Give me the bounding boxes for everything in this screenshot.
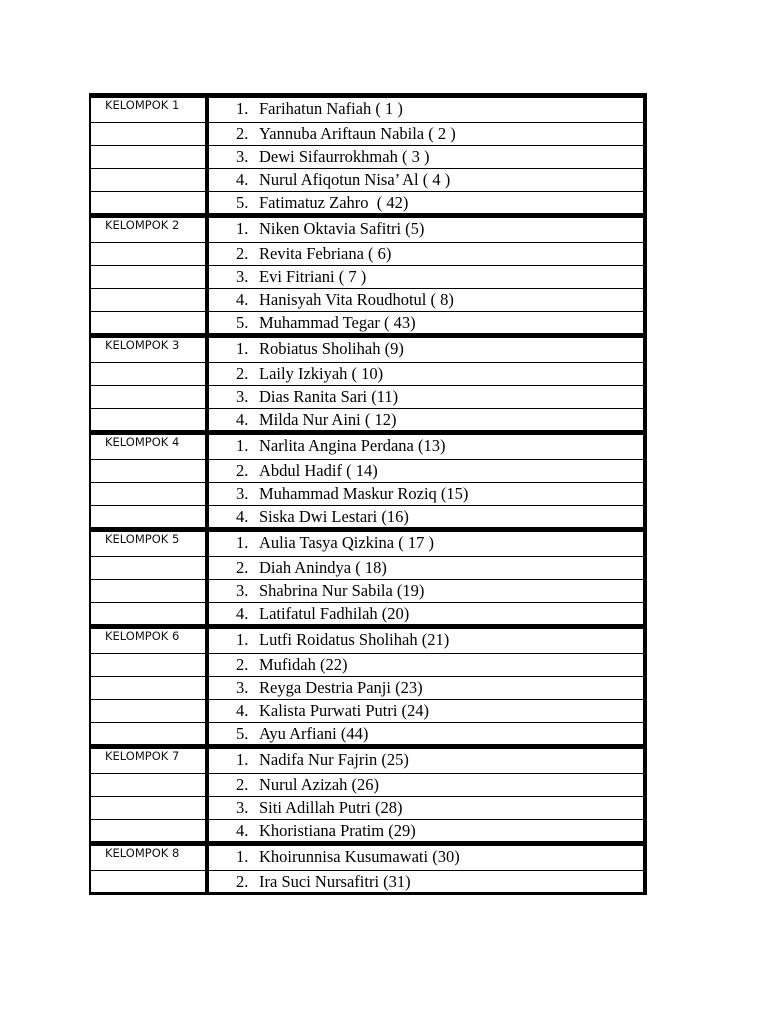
table-row bbox=[90, 627, 645, 654]
table-row bbox=[90, 409, 645, 433]
member-name: Laily Izkiyah ( 10) bbox=[259, 364, 384, 383]
table-row bbox=[90, 312, 645, 336]
member-cell bbox=[207, 603, 645, 627]
member-name: Dewi Sifaurrokhmah ( 3 ) bbox=[259, 147, 430, 166]
member-cell bbox=[207, 216, 645, 243]
member-number: 5. bbox=[236, 193, 249, 212]
member-cell bbox=[207, 433, 645, 460]
member-number: 1. bbox=[236, 339, 249, 358]
member-number: 1. bbox=[236, 99, 249, 118]
member-cell bbox=[207, 336, 645, 363]
member-entry bbox=[209, 723, 643, 744]
group-label-cell bbox=[90, 871, 207, 894]
table-row bbox=[90, 654, 645, 677]
table-row bbox=[90, 386, 645, 409]
member-name: Robiatus Sholihah (9) bbox=[259, 339, 404, 358]
table-row bbox=[90, 677, 645, 700]
member-entry bbox=[209, 557, 643, 578]
member-name: Nurul Afiqotun Nisa’ Al ( 4 ) bbox=[259, 170, 451, 189]
member-entry bbox=[209, 871, 643, 892]
member-cell bbox=[207, 146, 645, 169]
group-label-cell bbox=[90, 216, 207, 243]
group-label-cell bbox=[90, 603, 207, 627]
table-row bbox=[90, 700, 645, 723]
group-label-cell bbox=[90, 460, 207, 483]
group-label-cell bbox=[90, 266, 207, 289]
member-entry bbox=[209, 312, 643, 333]
member-cell bbox=[207, 820, 645, 844]
table-row bbox=[90, 844, 645, 871]
member-number: 1. bbox=[236, 630, 249, 649]
group-label-cell bbox=[90, 386, 207, 409]
group-label-cell bbox=[90, 96, 207, 123]
group-label-cell bbox=[90, 723, 207, 747]
table-row bbox=[90, 871, 645, 894]
table-row bbox=[90, 96, 645, 123]
member-cell bbox=[207, 289, 645, 312]
member-name: Reyga Destria Panji (23) bbox=[259, 678, 423, 697]
member-name: Muhammad Maskur Roziq (15) bbox=[259, 484, 469, 503]
member-name: Aulia Tasya Qizkina ( 17 ) bbox=[259, 533, 434, 552]
table-row bbox=[90, 460, 645, 483]
table-row bbox=[90, 603, 645, 627]
group-label-cell bbox=[90, 433, 207, 460]
member-name: Muhammad Tegar ( 43) bbox=[259, 313, 416, 332]
member-cell bbox=[207, 844, 645, 871]
member-entry bbox=[209, 192, 643, 213]
table-row bbox=[90, 797, 645, 820]
member-cell bbox=[207, 506, 645, 530]
table-row bbox=[90, 289, 645, 312]
member-cell bbox=[207, 483, 645, 506]
table-row bbox=[90, 123, 645, 146]
group-label-cell bbox=[90, 844, 207, 871]
member-number: 2. bbox=[236, 655, 249, 674]
member-entry bbox=[209, 386, 643, 407]
member-cell bbox=[207, 871, 645, 894]
table-row bbox=[90, 216, 645, 243]
table-row bbox=[90, 580, 645, 603]
member-entry bbox=[209, 266, 643, 287]
group-label: KELOMPOK 3 bbox=[105, 338, 180, 352]
member-entry bbox=[209, 98, 643, 119]
member-name: Khoirunnisa Kusumawati (30) bbox=[259, 847, 460, 866]
member-entry bbox=[209, 677, 643, 698]
group-label-cell bbox=[90, 580, 207, 603]
member-entry bbox=[209, 460, 643, 481]
table-row bbox=[90, 820, 645, 844]
member-number: 4. bbox=[236, 170, 249, 189]
member-entry bbox=[209, 603, 643, 624]
member-cell bbox=[207, 774, 645, 797]
member-cell bbox=[207, 747, 645, 774]
member-number: 5. bbox=[236, 313, 249, 332]
group-label-cell bbox=[90, 627, 207, 654]
table-row bbox=[90, 774, 645, 797]
group-label-cell bbox=[90, 363, 207, 386]
member-cell bbox=[207, 723, 645, 747]
group-label-cell bbox=[90, 146, 207, 169]
member-name: Farihatun Nafiah ( 1 ) bbox=[259, 99, 403, 118]
member-entry bbox=[209, 820, 643, 841]
member-number: 4. bbox=[236, 290, 249, 309]
member-name: Yannuba Ariftaun Nabila ( 2 ) bbox=[259, 124, 456, 143]
table-row bbox=[90, 363, 645, 386]
table-row bbox=[90, 723, 645, 747]
member-cell bbox=[207, 677, 645, 700]
member-number: 2. bbox=[236, 364, 249, 383]
group-label: KELOMPOK 2 bbox=[105, 218, 180, 232]
member-number: 1. bbox=[236, 219, 249, 238]
member-entry bbox=[209, 532, 643, 553]
group-label-cell bbox=[90, 654, 207, 677]
member-name: Dias Ranita Sari (11) bbox=[259, 387, 399, 406]
group-label-cell bbox=[90, 289, 207, 312]
member-cell bbox=[207, 530, 645, 557]
member-cell bbox=[207, 557, 645, 580]
member-entry bbox=[209, 338, 643, 359]
table-row bbox=[90, 506, 645, 530]
group-label-cell bbox=[90, 243, 207, 266]
member-number: 3. bbox=[236, 798, 249, 817]
table-row bbox=[90, 169, 645, 192]
member-name: Revita Febriana ( 6) bbox=[259, 244, 392, 263]
member-number: 1. bbox=[236, 750, 249, 769]
group-table-body bbox=[90, 96, 645, 894]
group-label-cell bbox=[90, 747, 207, 774]
member-name: Niken Oktavia Safitri (5) bbox=[259, 219, 425, 238]
member-name: Lutfi Roidatus Sholihah (21) bbox=[259, 630, 450, 649]
member-number: 4. bbox=[236, 701, 249, 720]
member-name: Abdul Hadif ( 14) bbox=[259, 461, 378, 480]
member-number: 1. bbox=[236, 847, 249, 866]
member-entry bbox=[209, 409, 643, 430]
group-label-cell bbox=[90, 123, 207, 146]
member-entry bbox=[209, 774, 643, 795]
member-number: 3. bbox=[236, 387, 249, 406]
member-name: Diah Anindya ( 18) bbox=[259, 558, 387, 577]
member-cell bbox=[207, 654, 645, 677]
member-name: Evi Fitriani ( 7 ) bbox=[259, 267, 367, 286]
member-number: 1. bbox=[236, 436, 249, 455]
member-entry bbox=[209, 797, 643, 818]
member-entry bbox=[209, 435, 643, 456]
group-label-cell bbox=[90, 192, 207, 216]
member-entry bbox=[209, 146, 643, 167]
member-entry bbox=[209, 363, 643, 384]
member-name: Hanisyah Vita Roudhotul ( 8) bbox=[259, 290, 454, 309]
member-number: 1. bbox=[236, 533, 249, 552]
member-entry bbox=[209, 506, 643, 527]
member-name: Narlita Angina Perdana (13) bbox=[259, 436, 446, 455]
member-number: 2. bbox=[236, 775, 249, 794]
table-row bbox=[90, 146, 645, 169]
member-name: Nadifa Nur Fajrin (25) bbox=[259, 750, 409, 769]
member-entry bbox=[209, 123, 643, 144]
member-entry bbox=[209, 580, 643, 601]
member-number: 3. bbox=[236, 678, 249, 697]
table-row bbox=[90, 192, 645, 216]
member-entry bbox=[209, 629, 643, 650]
group-label-cell bbox=[90, 820, 207, 844]
member-number: 2. bbox=[236, 558, 249, 577]
member-number: 3. bbox=[236, 484, 249, 503]
member-cell bbox=[207, 169, 645, 192]
member-cell bbox=[207, 312, 645, 336]
member-number: 3. bbox=[236, 267, 249, 286]
member-entry bbox=[209, 749, 643, 770]
group-label: KELOMPOK 1 bbox=[105, 98, 180, 112]
member-name: Khoristiana Pratim (29) bbox=[259, 821, 416, 840]
member-name: Ayu Arfiani (44) bbox=[259, 724, 369, 743]
member-entry bbox=[209, 654, 643, 675]
member-name: Ira Suci Nursafitri (31) bbox=[259, 872, 411, 891]
member-name: Milda Nur Aini ( 12) bbox=[259, 410, 397, 429]
member-name: Latifatul Fadhilah (20) bbox=[259, 604, 410, 623]
table-row bbox=[90, 747, 645, 774]
member-number: 4. bbox=[236, 604, 249, 623]
member-name: Siska Dwi Lestari (16) bbox=[259, 507, 409, 526]
member-name: Mufidah (22) bbox=[259, 655, 348, 674]
member-entry bbox=[209, 169, 643, 190]
member-number: 4. bbox=[236, 410, 249, 429]
group-label: KELOMPOK 4 bbox=[105, 435, 180, 449]
member-number: 2. bbox=[236, 124, 249, 143]
table-row bbox=[90, 483, 645, 506]
member-cell bbox=[207, 243, 645, 266]
group-label-cell bbox=[90, 530, 207, 557]
group-label-cell bbox=[90, 774, 207, 797]
member-name: Fatimatuz Zahro ( 42) bbox=[259, 193, 409, 212]
member-name: Nurul Azizah (26) bbox=[259, 775, 380, 794]
group-label-cell bbox=[90, 506, 207, 530]
member-number: 4. bbox=[236, 821, 249, 840]
member-entry bbox=[209, 218, 643, 239]
member-cell bbox=[207, 96, 645, 123]
table-row bbox=[90, 557, 645, 580]
table-row bbox=[90, 336, 645, 363]
member-cell bbox=[207, 627, 645, 654]
group-label-cell bbox=[90, 336, 207, 363]
member-entry bbox=[209, 846, 643, 867]
member-entry bbox=[209, 289, 643, 310]
group-label-cell bbox=[90, 483, 207, 506]
group-label: KELOMPOK 6 bbox=[105, 629, 180, 643]
group-label-cell bbox=[90, 797, 207, 820]
table-row bbox=[90, 243, 645, 266]
member-number: 2. bbox=[236, 244, 249, 263]
member-cell bbox=[207, 460, 645, 483]
table-row bbox=[90, 266, 645, 289]
member-cell bbox=[207, 700, 645, 723]
group-label: KELOMPOK 7 bbox=[105, 749, 180, 763]
member-number: 5. bbox=[236, 724, 249, 743]
group-label-cell bbox=[90, 677, 207, 700]
group-label-cell bbox=[90, 169, 207, 192]
group-table bbox=[89, 93, 647, 895]
table-row bbox=[90, 433, 645, 460]
member-cell bbox=[207, 797, 645, 820]
group-label: KELOMPOK 5 bbox=[105, 532, 180, 546]
member-number: 2. bbox=[236, 461, 249, 480]
group-label-cell bbox=[90, 700, 207, 723]
member-cell bbox=[207, 386, 645, 409]
group-label-cell bbox=[90, 409, 207, 433]
group-label-cell bbox=[90, 557, 207, 580]
member-cell bbox=[207, 409, 645, 433]
table-row bbox=[90, 530, 645, 557]
member-name: Shabrina Nur Sabila (19) bbox=[259, 581, 425, 600]
member-entry bbox=[209, 243, 643, 264]
member-number: 3. bbox=[236, 147, 249, 166]
member-number: 2. bbox=[236, 872, 249, 891]
member-number: 3. bbox=[236, 581, 249, 600]
member-cell bbox=[207, 363, 645, 386]
member-cell bbox=[207, 192, 645, 216]
member-cell bbox=[207, 123, 645, 146]
member-name: Kalista Purwati Putri (24) bbox=[259, 701, 430, 720]
group-label-cell bbox=[90, 312, 207, 336]
member-entry bbox=[209, 700, 643, 721]
member-cell bbox=[207, 580, 645, 603]
member-entry bbox=[209, 483, 643, 504]
member-cell bbox=[207, 266, 645, 289]
group-label: KELOMPOK 8 bbox=[105, 846, 180, 860]
member-number: 4. bbox=[236, 507, 249, 526]
member-name: Siti Adillah Putri (28) bbox=[259, 798, 403, 817]
